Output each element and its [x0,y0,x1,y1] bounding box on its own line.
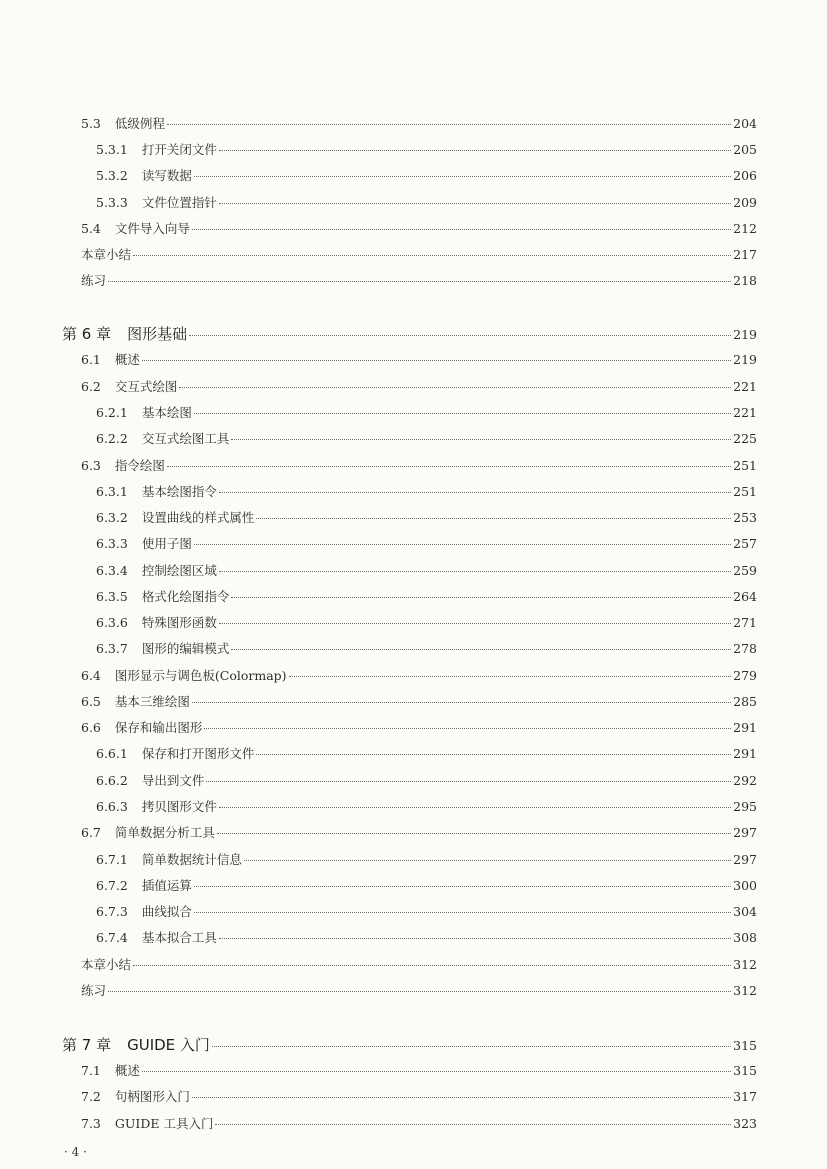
toc-entry-title: 打开关闭文件 [141,142,217,157]
toc-entry-number: 6.3.1 [96,484,128,499]
toc-entry-number: 6.2.2 [96,431,128,446]
toc-leader-dots [219,150,731,151]
toc-entry-number: 第 7 章 [62,1036,112,1054]
toc-entry-number: 5.4 [81,221,101,236]
toc-entry [81,957,757,973]
toc-entry-title: 本章小结 [81,247,132,262]
toc-entry-title: 格式化绘图指令 [141,589,230,604]
toc-entry [96,799,757,815]
toc-leader-dots [231,649,731,650]
toc-leader-dots [194,413,731,414]
toc-entry-title: 保存和输出图形 [114,720,203,735]
toc-entry [96,878,757,894]
toc-entry [96,852,757,868]
toc-entry-page: 264 [733,589,757,604]
toc-entry [96,930,757,946]
toc-entry-page: 312 [733,983,757,998]
toc-entry-title: 基本绘图 [141,405,192,420]
toc-leader-dots [189,335,731,336]
toc-entry [96,746,757,762]
toc-leader-dots [133,255,731,256]
toc-leader-dots [231,439,731,440]
toc-entry-page: 312 [733,957,757,972]
toc-leader-dots [108,281,731,282]
toc-leader-dots [219,203,731,204]
toc-entry-number: 6.3.2 [96,510,128,525]
toc-entry-title: 基本拟合工具 [141,930,217,945]
toc-entry-number: 6.3 [81,458,101,473]
toc-entry [81,668,757,684]
toc-entry-title: 练习 [81,983,107,998]
toc-chapter [62,1037,757,1054]
toc-entry-page: 271 [733,615,757,630]
toc-entry [96,563,757,579]
toc-leader-dots [206,781,731,782]
toc-entry [81,1116,757,1132]
toc-entry [81,116,757,132]
toc-entry-page: 206 [733,168,757,183]
toc-entry [81,983,757,999]
toc-entry [96,142,757,158]
toc-entry-page: 212 [733,221,757,236]
toc-entry-page: 297 [733,825,757,840]
toc-leader-dots [219,571,731,572]
toc-entry-page: 317 [733,1089,757,1104]
toc-entry-title: GUIDE 工具入门 [114,1116,214,1131]
toc-entry-title: 控制绘图区域 [141,563,217,578]
toc-entry-title: 简单数据分析工具 [114,825,215,840]
toc-leader-dots [256,518,731,519]
toc-chapter [62,326,757,343]
toc-entry-title: 文件导入向导 [114,221,190,236]
page-number: · 4 · [64,1145,87,1159]
toc-entry-page: 304 [733,904,757,919]
toc-entry-title: 图形显示与调色板(Colormap) [114,668,287,683]
toc-leader-dots [256,754,731,755]
toc-leader-dots [192,229,731,230]
toc-entry-number: 7.1 [81,1063,101,1078]
toc-entry-title: 基本绘图指令 [141,484,217,499]
toc-entry-number: 6.7.3 [96,904,128,919]
toc-entry-number: 6.3.5 [96,589,128,604]
toc-entry [96,904,757,920]
toc-entry [81,1063,757,1079]
toc-entry-number: 6.4 [81,668,101,683]
toc-entry-page: 257 [733,536,757,551]
toc-leader-dots [108,991,731,992]
toc-entry-title: 文件位置指针 [141,195,217,210]
toc-entry-number: 6.3.4 [96,563,128,578]
toc-entry-number: 6.3.3 [96,536,128,551]
toc-leader-dots [133,965,731,966]
toc-entry-title: 特殊图形函数 [141,615,217,630]
toc-entry-number: 6.2.1 [96,405,128,420]
toc-entry [81,1089,757,1105]
toc-entry-number: 6.6 [81,720,101,735]
toc-entry-number: 6.1 [81,352,101,367]
toc-leader-dots [167,466,731,467]
toc-entry [96,589,757,605]
toc-entry [81,221,757,237]
toc-entry-number: 5.3.2 [96,168,128,183]
toc-entry-title: 使用子图 [141,536,192,551]
toc-entry-title: 基本三维绘图 [114,694,190,709]
toc-entry-number: 6.6.1 [96,746,128,761]
toc-entry-page: 251 [733,458,757,473]
toc-leader-dots [219,623,731,624]
toc-entry [96,773,757,789]
toc-entry-title: 曲线拟合 [141,904,192,919]
toc-entry-page: 225 [733,431,757,446]
toc-leader-dots [217,833,731,834]
toc-entry [96,615,757,631]
toc-entry-title: GUIDE 入门 [127,1036,210,1054]
toc-entry-number: 6.6.3 [96,799,128,814]
toc-entry-page: 295 [733,799,757,814]
toc-entry [81,273,757,289]
toc-leader-dots [192,1097,731,1098]
toc-entry-page: 315 [733,1063,757,1078]
toc-entry-number: 6.3.6 [96,615,128,630]
toc-entry-page: 204 [733,116,757,131]
toc-entry-number: 6.7.1 [96,852,128,867]
toc-entry-title: 拷贝图形文件 [141,799,217,814]
toc-entry-title: 低级例程 [114,116,165,131]
toc-entry [81,720,757,736]
toc-entry-number: 6.7.4 [96,930,128,945]
toc-entry-page: 221 [733,379,757,394]
toc-leader-dots [244,860,731,861]
toc-entry-title: 简单数据统计信息 [141,852,242,867]
toc-entry-number: 5.3 [81,116,101,131]
toc-entry-title: 保存和打开图形文件 [141,746,255,761]
toc-entry-page: 300 [733,878,757,893]
toc-entry-title: 本章小结 [81,957,132,972]
toc-entry [96,168,757,184]
toc-entry-page: 253 [733,510,757,525]
toc-entry-number: 第 6 章 [62,325,112,343]
toc-entry-title: 指令绘图 [114,458,165,473]
toc-entry-page: 205 [733,142,757,157]
toc-entry-page: 292 [733,773,757,788]
toc-entry [96,405,757,421]
toc-entry-page: 279 [733,668,757,683]
toc-entry-page: 259 [733,563,757,578]
toc-entry [81,352,757,368]
toc-leader-dots [212,1046,731,1047]
toc-entry [96,641,757,657]
toc-entry-page: 315 [733,1038,757,1053]
toc-entry [81,458,757,474]
toc-entry-page: 209 [733,195,757,210]
toc-entry-number: 6.2 [81,379,101,394]
toc-entry-title: 交互式绘图工具 [141,431,230,446]
toc-entry-page: 291 [733,746,757,761]
toc-entry-page: 251 [733,484,757,499]
toc-entry-page: 297 [733,852,757,867]
toc-leader-dots [167,124,731,125]
toc-entry [96,431,757,447]
toc-leader-dots [219,492,731,493]
toc-entry-page: 291 [733,720,757,735]
toc-leader-dots [192,702,731,703]
toc-entry-page: 285 [733,694,757,709]
toc-entry-title: 设置曲线的样式属性 [141,510,255,525]
toc-leader-dots [142,360,731,361]
toc-entry [96,195,757,211]
toc-entry-number: 6.3.7 [96,641,128,656]
toc-entry [96,484,757,500]
toc-entry [81,825,757,841]
toc-entry-title: 练习 [81,273,107,288]
toc-leader-dots [231,597,731,598]
toc-entry [96,510,757,526]
toc-entry-number: 7.2 [81,1089,101,1104]
toc-entry [96,536,757,552]
toc-leader-dots [194,912,731,913]
toc-entry-page: 219 [733,352,757,367]
toc-entry-page: 323 [733,1116,757,1131]
toc-leader-dots [215,1124,731,1125]
toc-leader-dots [179,387,731,388]
toc-entry-title: 读写数据 [141,168,192,183]
toc-entry [81,379,757,395]
toc-leader-dots [194,544,731,545]
toc-entry-number: 6.5 [81,694,101,709]
toc-leader-dots [194,176,731,177]
toc-entry-number: 6.6.2 [96,773,128,788]
toc-entry [81,694,757,710]
toc-leader-dots [289,676,732,677]
toc-entry-number: 7.3 [81,1116,101,1131]
toc-entry-title: 图形基础 [127,325,188,343]
toc-leader-dots [204,728,731,729]
toc-entry-page: 217 [733,247,757,262]
toc-entry-page: 218 [733,273,757,288]
toc-entry-number: 5.3.1 [96,142,128,157]
toc-entry-title: 概述 [114,1063,140,1078]
toc-entry-title: 句柄图形入门 [114,1089,190,1104]
toc-entry-page: 219 [733,327,757,342]
toc-entry-title: 图形的编辑模式 [141,641,230,656]
toc-entry-number: 5.3.3 [96,195,128,210]
toc-entry-title: 插值运算 [141,878,192,893]
toc-entry-page: 221 [733,405,757,420]
toc-entry-page: 308 [733,930,757,945]
toc-leader-dots [219,807,731,808]
toc-leader-dots [142,1071,731,1072]
toc-entry-number: 6.7 [81,825,101,840]
toc-entry-title: 导出到文件 [141,773,205,788]
toc-leader-dots [194,886,731,887]
toc-leader-dots [219,938,731,939]
toc-entry-title: 概述 [114,352,140,367]
toc-entry [81,247,757,263]
toc-entry-page: 278 [733,641,757,656]
toc-entry-title: 交互式绘图 [114,379,178,394]
toc-entry-number: 6.7.2 [96,878,128,893]
